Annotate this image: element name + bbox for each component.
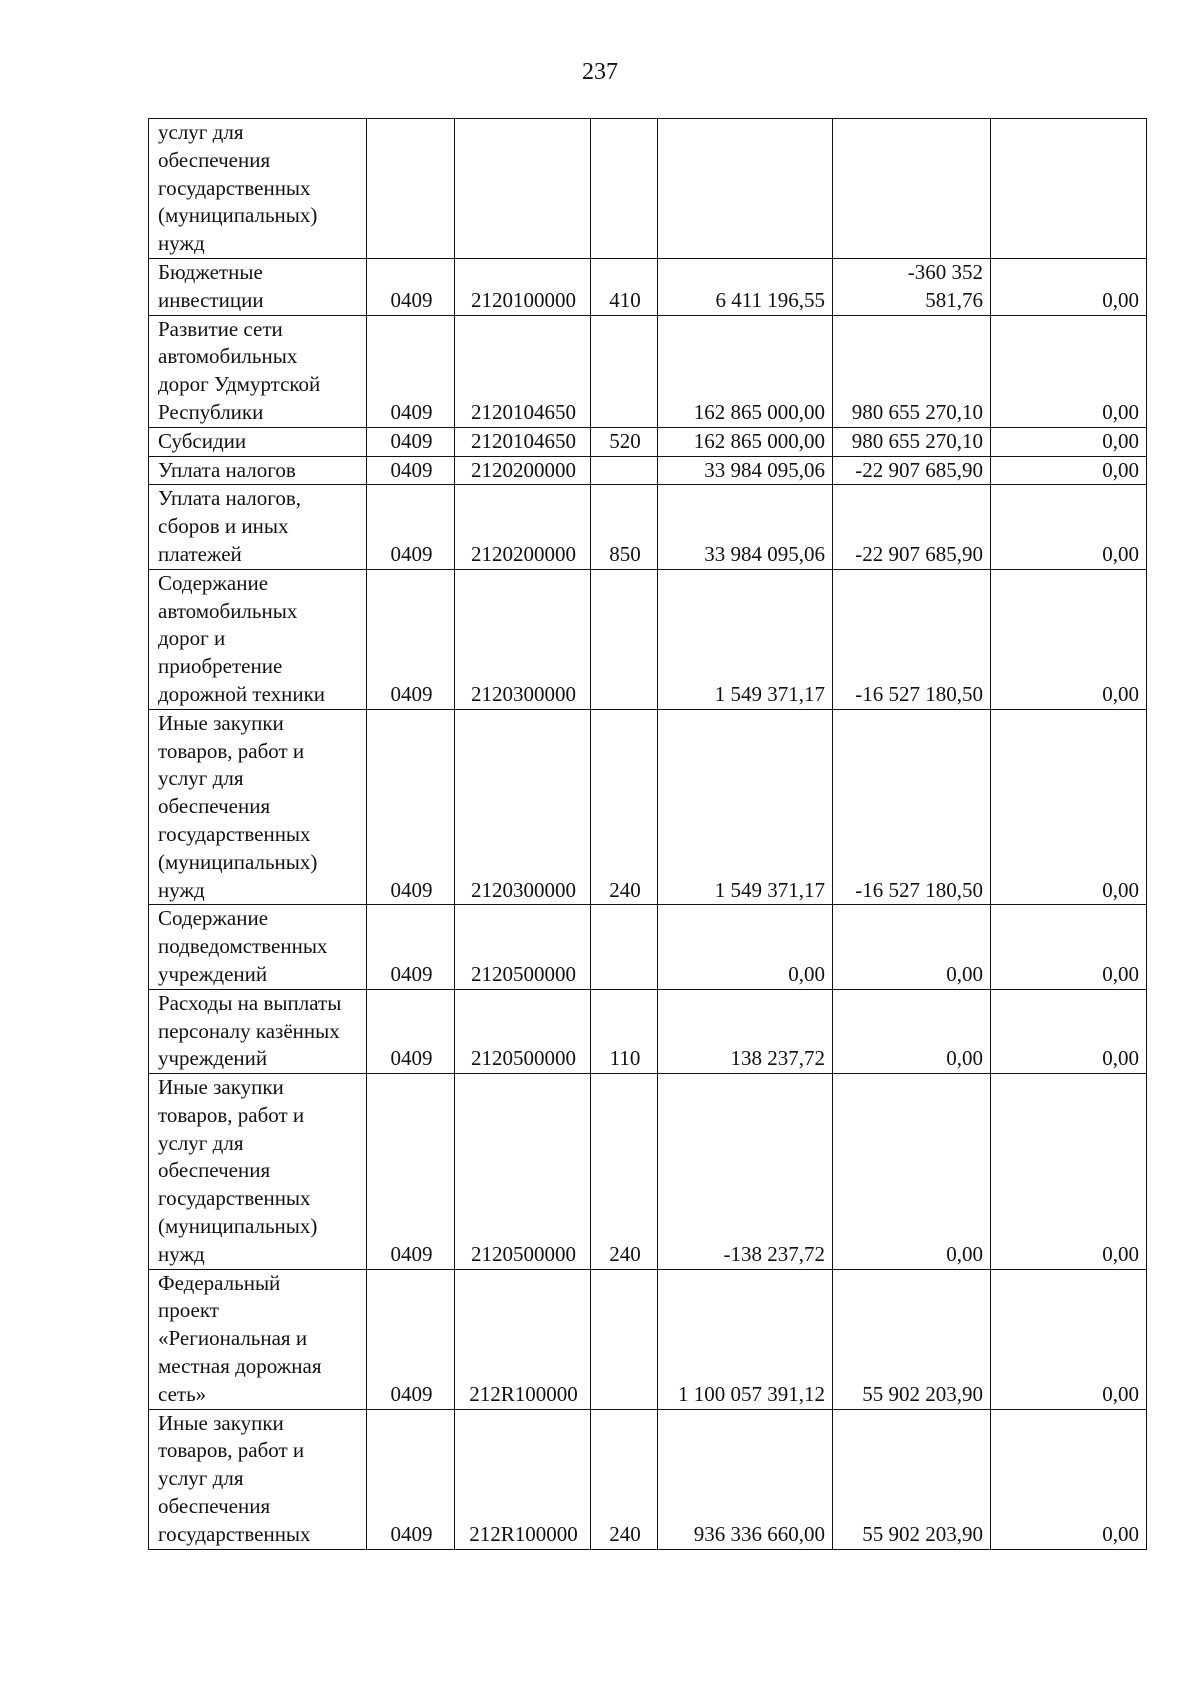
expense-type-cell: [591, 569, 658, 709]
expense-name-cell: Содержание подведомственных учреждений: [149, 905, 367, 989]
target-article-cell: 2120104650: [455, 427, 591, 456]
target-article-cell: 2120300000: [455, 709, 591, 905]
amount-2-cell: -22 907 685,90: [833, 485, 991, 569]
section-code-cell: 0409: [367, 1409, 455, 1549]
target-article-cell: [455, 119, 591, 259]
expense-name-cell: Иные закупки товаров, работ и услуг для обеспечения государственных: [149, 1409, 367, 1549]
amount-1-cell: 162 865 000,00: [658, 427, 833, 456]
expense-type-cell: 850: [591, 485, 658, 569]
amount-2-cell: 0,00: [833, 1074, 991, 1270]
expense-type-cell: [591, 1269, 658, 1409]
table-row: [149, 905, 1147, 989]
amount-2-cell: -22 907 685,90: [833, 456, 991, 485]
target-article-cell: 2120500000: [455, 905, 591, 989]
expense-name-cell: Бюджетные инвестиции: [149, 258, 367, 315]
expense-type-cell: 240: [591, 709, 658, 905]
amount-1-cell: 1 549 371,17: [658, 709, 833, 905]
budget-table: [148, 118, 1147, 1550]
table-row: [149, 315, 1147, 427]
target-article-cell: 2120500000: [455, 989, 591, 1073]
table-row: [149, 989, 1147, 1073]
target-article-cell: 212R100000: [455, 1269, 591, 1409]
target-article-cell: 2120200000: [455, 456, 591, 485]
table-row: [149, 1409, 1147, 1549]
page-number: 237: [582, 59, 618, 85]
amount-1-cell: 6 411 196,55: [658, 258, 833, 315]
expense-type-cell: [591, 456, 658, 485]
section-code-cell: 0409: [367, 709, 455, 905]
table-row: [149, 1074, 1147, 1270]
amount-3-cell: 0,00: [991, 315, 1147, 427]
amount-3-cell: 0,00: [991, 1409, 1147, 1549]
amount-3-cell: 0,00: [991, 485, 1147, 569]
amount-1-cell: 33 984 095,06: [658, 485, 833, 569]
expense-type-cell: 240: [591, 1074, 658, 1270]
amount-2-cell: 0,00: [833, 989, 991, 1073]
amount-2-cell: 55 902 203,90: [833, 1409, 991, 1549]
section-code-cell: 0409: [367, 427, 455, 456]
amount-2-cell: -360 352 581,76: [833, 258, 991, 315]
expense-name-cell: Уплата налогов: [149, 456, 367, 485]
amount-1-cell: -138 237,72: [658, 1074, 833, 1270]
section-code-cell: [367, 119, 455, 259]
section-code-cell: 0409: [367, 315, 455, 427]
amount-2-cell: -16 527 180,50: [833, 569, 991, 709]
target-article-cell: 2120200000: [455, 485, 591, 569]
section-code-cell: 0409: [367, 1074, 455, 1270]
target-article-cell: 2120500000: [455, 1074, 591, 1270]
table-row: [149, 709, 1147, 905]
table-row: [149, 427, 1147, 456]
expense-name-cell: Субсидии: [149, 427, 367, 456]
amount-3-cell: 0,00: [991, 1074, 1147, 1270]
section-code-cell: 0409: [367, 456, 455, 485]
amount-1-cell: [658, 119, 833, 259]
table-row: [149, 258, 1147, 315]
amount-3-cell: 0,00: [991, 258, 1147, 315]
amount-3-cell: [991, 119, 1147, 259]
expense-name-cell: Развитие сети автомобильных дорог Удмуртской Республики: [149, 315, 367, 427]
amount-3-cell: 0,00: [991, 427, 1147, 456]
section-code-cell: 0409: [367, 569, 455, 709]
section-code-cell: 0409: [367, 989, 455, 1073]
expense-name-cell: услуг для обеспечения государственных (муниципальных) нужд: [149, 119, 367, 259]
amount-2-cell: -16 527 180,50: [833, 709, 991, 905]
amount-1-cell: 138 237,72: [658, 989, 833, 1073]
expense-name-cell: Иные закупки товаров, работ и услуг для обеспечения государственных (муниципальных) нужд: [149, 1074, 367, 1270]
amount-3-cell: 0,00: [991, 1269, 1147, 1409]
amount-2-cell: 55 902 203,90: [833, 1269, 991, 1409]
amount-2-cell: 980 655 270,10: [833, 427, 991, 456]
table-row: [149, 456, 1147, 485]
expense-name-cell: Федеральный проект «Региональная и местная дорожная сеть»: [149, 1269, 367, 1409]
table-row: [149, 1269, 1147, 1409]
target-article-cell: 212R100000: [455, 1409, 591, 1549]
expense-type-cell: 240: [591, 1409, 658, 1549]
amount-3-cell: 0,00: [991, 905, 1147, 989]
section-code-cell: 0409: [367, 905, 455, 989]
expense-type-cell: [591, 119, 658, 259]
table-row: [149, 119, 1147, 259]
amount-2-cell: [833, 119, 991, 259]
section-code-cell: 0409: [367, 1269, 455, 1409]
amount-3-cell: 0,00: [991, 989, 1147, 1073]
expense-type-cell: 410: [591, 258, 658, 315]
amount-1-cell: 1 100 057 391,12: [658, 1269, 833, 1409]
expense-type-cell: [591, 905, 658, 989]
expense-name-cell: Иные закупки товаров, работ и услуг для обеспечения государственных (муниципальных) нужд: [149, 709, 367, 905]
target-article-cell: 2120100000: [455, 258, 591, 315]
expense-type-cell: [591, 315, 658, 427]
amount-3-cell: 0,00: [991, 709, 1147, 905]
section-code-cell: 0409: [367, 485, 455, 569]
amount-2-cell: 980 655 270,10: [833, 315, 991, 427]
amount-3-cell: 0,00: [991, 456, 1147, 485]
section-code-cell: 0409: [367, 258, 455, 315]
amount-2-cell: 0,00: [833, 905, 991, 989]
amount-1-cell: 0,00: [658, 905, 833, 989]
amount-1-cell: 936 336 660,00: [658, 1409, 833, 1549]
amount-3-cell: 0,00: [991, 569, 1147, 709]
expense-type-cell: 520: [591, 427, 658, 456]
target-article-cell: 2120104650: [455, 315, 591, 427]
amount-1-cell: 1 549 371,17: [658, 569, 833, 709]
target-article-cell: 2120300000: [455, 569, 591, 709]
table-row: [149, 569, 1147, 709]
amount-1-cell: 33 984 095,06: [658, 456, 833, 485]
amount-1-cell: 162 865 000,00: [658, 315, 833, 427]
expense-name-cell: Уплата налогов, сборов и иных платежей: [149, 485, 367, 569]
expense-name-cell: Расходы на выплаты персоналу казённых учреждений: [149, 989, 367, 1073]
table-row: [149, 485, 1147, 569]
expense-type-cell: 110: [591, 989, 658, 1073]
expense-name-cell: Содержание автомобильных дорог и приобретение дорожной техники: [149, 569, 367, 709]
